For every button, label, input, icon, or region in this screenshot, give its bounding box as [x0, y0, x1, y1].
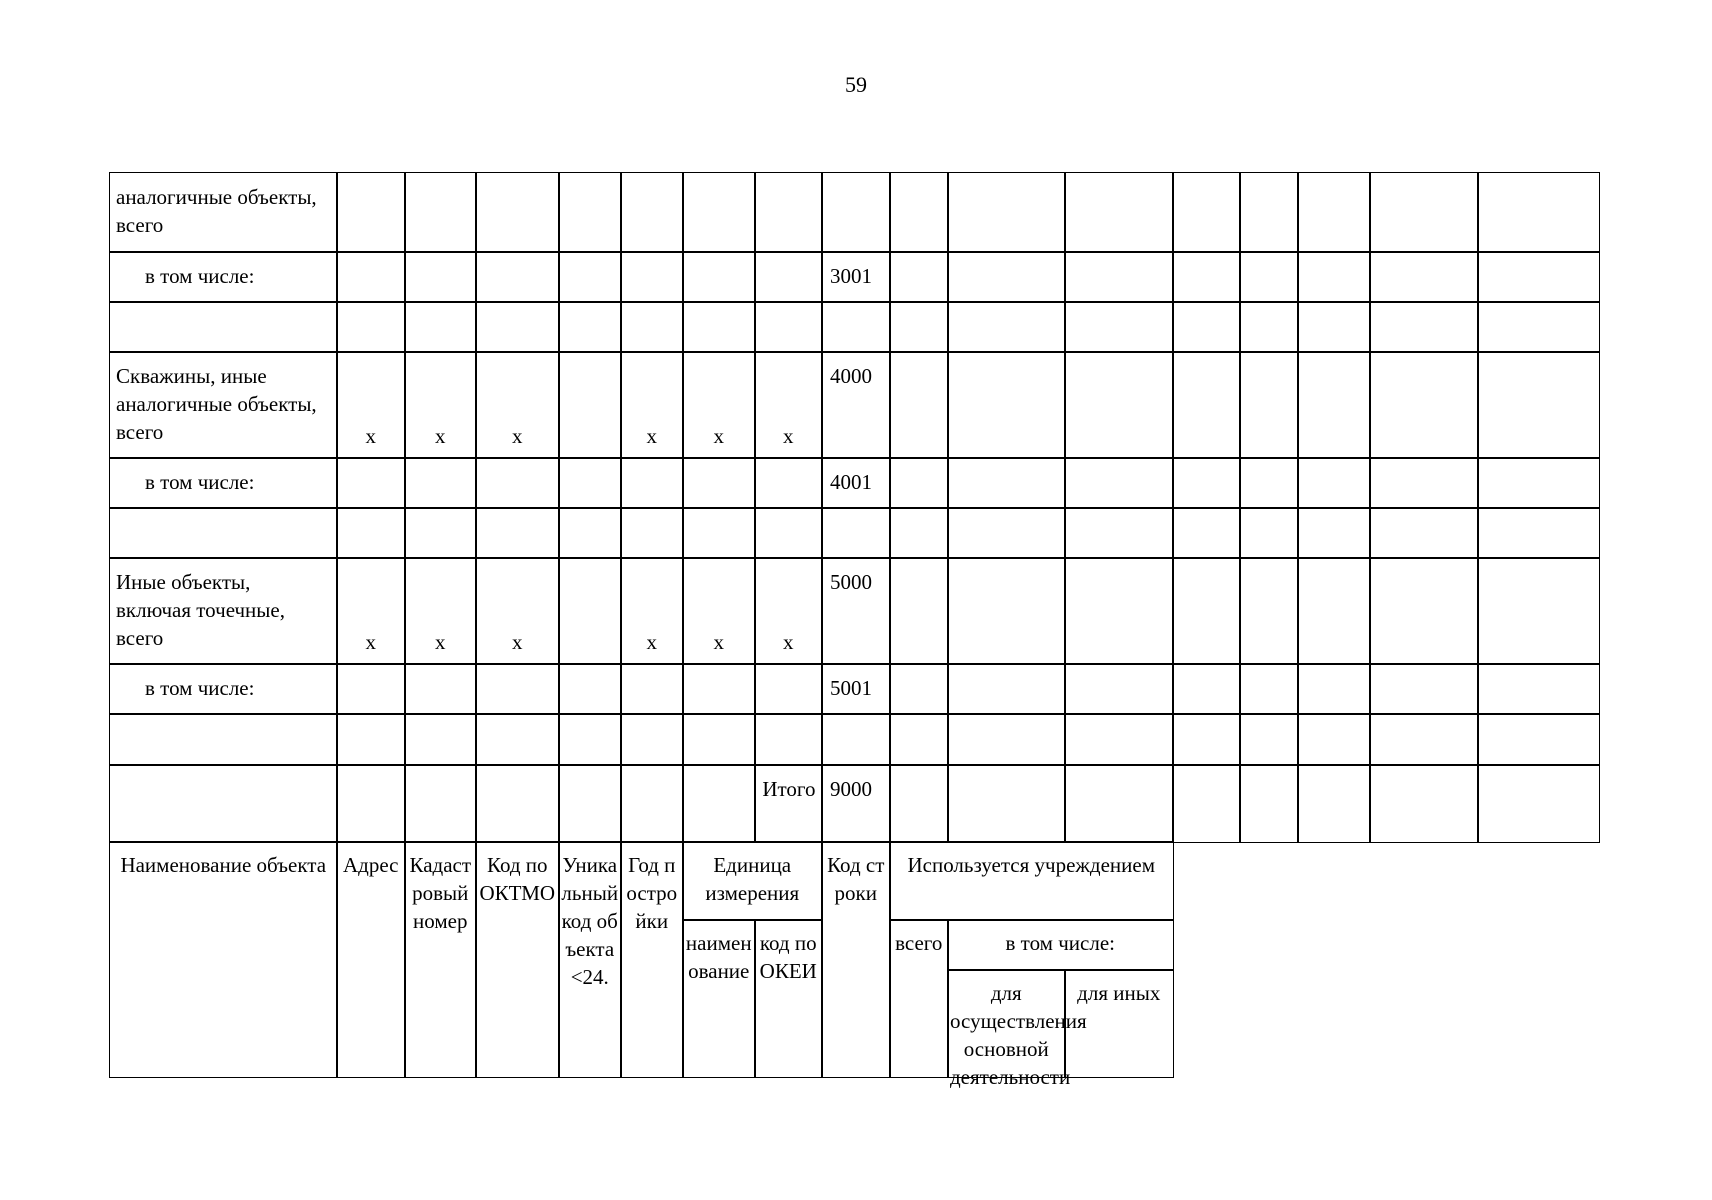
empty-cell	[1477, 663, 1600, 715]
empty-cell	[1369, 172, 1479, 253]
empty-cell	[889, 507, 949, 559]
header-unit: Единица измерения	[682, 841, 823, 921]
empty-cell	[336, 507, 406, 559]
x-mark: x	[475, 351, 560, 459]
row-code	[821, 301, 891, 353]
empty-cell	[620, 764, 684, 843]
header-name: Наименование объекта	[109, 841, 338, 1078]
header-cadastral: Кадастровый номер	[404, 841, 477, 1078]
row-code: 4000	[821, 351, 891, 459]
empty-cell	[1369, 457, 1479, 509]
empty-cell	[1239, 172, 1299, 253]
empty-cell	[1172, 301, 1241, 353]
empty-cell	[1172, 713, 1241, 766]
empty-cell	[475, 251, 560, 303]
empty-cell	[947, 663, 1066, 715]
empty-cell	[558, 713, 622, 766]
empty-cell	[754, 172, 823, 253]
row-name	[109, 507, 338, 559]
empty-cell	[1064, 764, 1174, 843]
row-name: в том числе:	[109, 663, 338, 715]
empty-cell	[1477, 172, 1600, 253]
empty-cell	[558, 507, 622, 559]
empty-cell	[404, 251, 477, 303]
row-code: 4001	[821, 457, 891, 509]
empty-cell	[754, 663, 823, 715]
header-oktmo: Код по ОКТМО	[475, 841, 560, 1078]
empty-cell	[404, 507, 477, 559]
empty-cell	[1172, 251, 1241, 303]
x-mark: x	[682, 351, 756, 459]
empty-cell	[1064, 713, 1174, 766]
row-code: 3001	[821, 251, 891, 303]
empty-cell	[754, 301, 823, 353]
empty-cell	[1477, 457, 1600, 509]
empty-cell	[1239, 557, 1299, 665]
header-unique-code: Уникальный код объекта <24.	[558, 841, 622, 1078]
empty-cell	[754, 251, 823, 303]
x-mark: x	[620, 557, 684, 665]
empty-cell	[336, 713, 406, 766]
empty-cell	[336, 251, 406, 303]
row-name	[109, 301, 338, 353]
empty-cell	[889, 251, 949, 303]
empty-cell	[1477, 301, 1600, 353]
empty-cell	[1064, 251, 1174, 303]
row-code: 5000	[821, 557, 891, 665]
empty-cell	[1239, 251, 1299, 303]
empty-cell	[889, 351, 949, 459]
page-number: 59	[845, 72, 867, 97]
empty-cell	[1369, 764, 1479, 843]
empty-cell	[682, 172, 756, 253]
x-mark: x	[754, 351, 823, 459]
empty-cell	[1239, 764, 1299, 843]
empty-cell	[404, 457, 477, 509]
empty-cell	[620, 172, 684, 253]
empty-cell	[1239, 507, 1299, 559]
empty-cell	[404, 713, 477, 766]
row-code: 5001	[821, 663, 891, 715]
header-year: Год постройки	[620, 841, 684, 1078]
empty-cell	[1369, 713, 1479, 766]
empty-cell	[1172, 351, 1241, 459]
empty-cell	[336, 663, 406, 715]
empty-cell	[1064, 301, 1174, 353]
empty-cell	[682, 507, 756, 559]
empty-cell	[682, 457, 756, 509]
empty-cell	[1477, 713, 1600, 766]
empty-cell	[947, 172, 1066, 253]
empty-cell	[1369, 663, 1479, 715]
empty-cell	[1297, 507, 1371, 559]
x-mark: x	[336, 557, 406, 665]
empty-cell	[889, 663, 949, 715]
empty-cell	[1297, 301, 1371, 353]
empty-cell	[558, 351, 622, 459]
empty-cell	[1064, 557, 1174, 665]
empty-cell	[620, 663, 684, 715]
empty-cell	[1239, 351, 1299, 459]
empty-cell	[889, 557, 949, 665]
empty-cell	[404, 764, 477, 843]
empty-cell	[1064, 351, 1174, 459]
row-name: в том числе:	[109, 251, 338, 303]
empty-cell	[1172, 172, 1241, 253]
empty-cell	[620, 251, 684, 303]
empty-cell	[947, 457, 1066, 509]
empty-cell	[404, 663, 477, 715]
header-address: Адрес	[336, 841, 406, 1078]
header-row-code: Код строки	[821, 841, 891, 1078]
empty-cell	[682, 251, 756, 303]
empty-cell	[1297, 764, 1371, 843]
empty-cell	[1297, 351, 1371, 459]
empty-cell	[475, 507, 560, 559]
empty-cell	[475, 172, 560, 253]
empty-cell	[889, 172, 949, 253]
empty-cell	[404, 301, 477, 353]
empty-cell	[682, 764, 756, 843]
x-mark: x	[404, 351, 477, 459]
row-name: Иные объекты, включая точечные, всего	[109, 557, 338, 665]
empty-cell	[947, 713, 1066, 766]
empty-cell	[682, 713, 756, 766]
empty-cell	[475, 713, 560, 766]
empty-cell	[620, 507, 684, 559]
empty-cell	[1369, 507, 1479, 559]
empty-cell	[947, 351, 1066, 459]
empty-cell	[889, 713, 949, 766]
empty-cell	[620, 301, 684, 353]
empty-cell	[947, 764, 1066, 843]
header-other: для иных	[1064, 969, 1174, 1078]
empty-cell	[1369, 351, 1479, 459]
empty-cell	[1297, 663, 1371, 715]
empty-cell	[1239, 457, 1299, 509]
row-code	[821, 172, 891, 253]
empty-cell	[620, 457, 684, 509]
empty-cell	[1369, 301, 1479, 353]
empty-cell	[475, 457, 560, 509]
empty-cell	[1239, 713, 1299, 766]
empty-cell	[754, 713, 823, 766]
empty-cell	[336, 172, 406, 253]
empty-cell	[947, 301, 1066, 353]
empty-cell	[1297, 457, 1371, 509]
empty-cell	[558, 663, 622, 715]
empty-cell	[558, 764, 622, 843]
empty-cell	[754, 457, 823, 509]
x-mark: x	[682, 557, 756, 665]
empty-cell	[754, 507, 823, 559]
empty-cell	[1172, 507, 1241, 559]
x-mark: x	[620, 351, 684, 459]
empty-cell	[475, 301, 560, 353]
empty-cell	[336, 301, 406, 353]
empty-cell	[1369, 557, 1479, 665]
row-name: аналогичные объекты, всего	[109, 172, 338, 253]
empty-cell	[947, 557, 1066, 665]
header-including: в том числе:	[947, 919, 1174, 971]
empty-cell	[1172, 764, 1241, 843]
empty-cell	[1297, 251, 1371, 303]
empty-cell	[1477, 251, 1600, 303]
x-mark: x	[754, 557, 823, 665]
x-mark: x	[475, 557, 560, 665]
empty-cell	[1239, 301, 1299, 353]
empty-cell	[889, 764, 949, 843]
header-total: всего	[889, 919, 949, 1078]
row-name	[109, 764, 338, 843]
empty-cell	[1297, 557, 1371, 665]
row-name: Скважины, иные аналогичные объекты, всего	[109, 351, 338, 459]
empty-cell	[558, 251, 622, 303]
row-name: в том числе:	[109, 457, 338, 509]
empty-cell	[558, 557, 622, 665]
empty-cell	[682, 301, 756, 353]
empty-cell	[1064, 457, 1174, 509]
empty-cell	[1064, 172, 1174, 253]
empty-cell	[336, 764, 406, 843]
row-name	[109, 713, 338, 766]
empty-cell	[1172, 457, 1241, 509]
empty-cell	[1239, 663, 1299, 715]
empty-cell	[1477, 764, 1600, 843]
empty-cell	[558, 172, 622, 253]
row-code: 9000	[821, 764, 891, 843]
empty-cell	[1297, 713, 1371, 766]
empty-cell	[1172, 557, 1241, 665]
empty-cell	[947, 507, 1066, 559]
empty-cell	[1477, 351, 1600, 459]
x-mark: x	[404, 557, 477, 665]
empty-cell	[1477, 507, 1600, 559]
header-used: Используется учреждением	[889, 841, 1174, 921]
empty-cell	[947, 251, 1066, 303]
itogo-label: Итого	[754, 764, 823, 843]
empty-cell	[1064, 507, 1174, 559]
row-code	[821, 713, 891, 766]
empty-cell	[889, 301, 949, 353]
empty-cell	[1297, 172, 1371, 253]
empty-cell	[1064, 663, 1174, 715]
empty-cell	[889, 457, 949, 509]
empty-cell	[475, 764, 560, 843]
empty-cell	[1369, 251, 1479, 303]
header-unit-name: наименование	[682, 919, 756, 1078]
row-code	[821, 507, 891, 559]
header-main-activity: для осуществления основной деятельности	[947, 969, 1066, 1078]
header-unit-okei: код по ОКЕИ	[754, 919, 823, 1078]
empty-cell	[558, 301, 622, 353]
x-mark: x	[336, 351, 406, 459]
empty-cell	[336, 457, 406, 509]
empty-cell	[620, 713, 684, 766]
empty-cell	[1477, 557, 1600, 665]
empty-cell	[682, 663, 756, 715]
empty-cell	[475, 663, 560, 715]
empty-cell	[558, 457, 622, 509]
empty-cell	[404, 172, 477, 253]
empty-cell	[1172, 663, 1241, 715]
